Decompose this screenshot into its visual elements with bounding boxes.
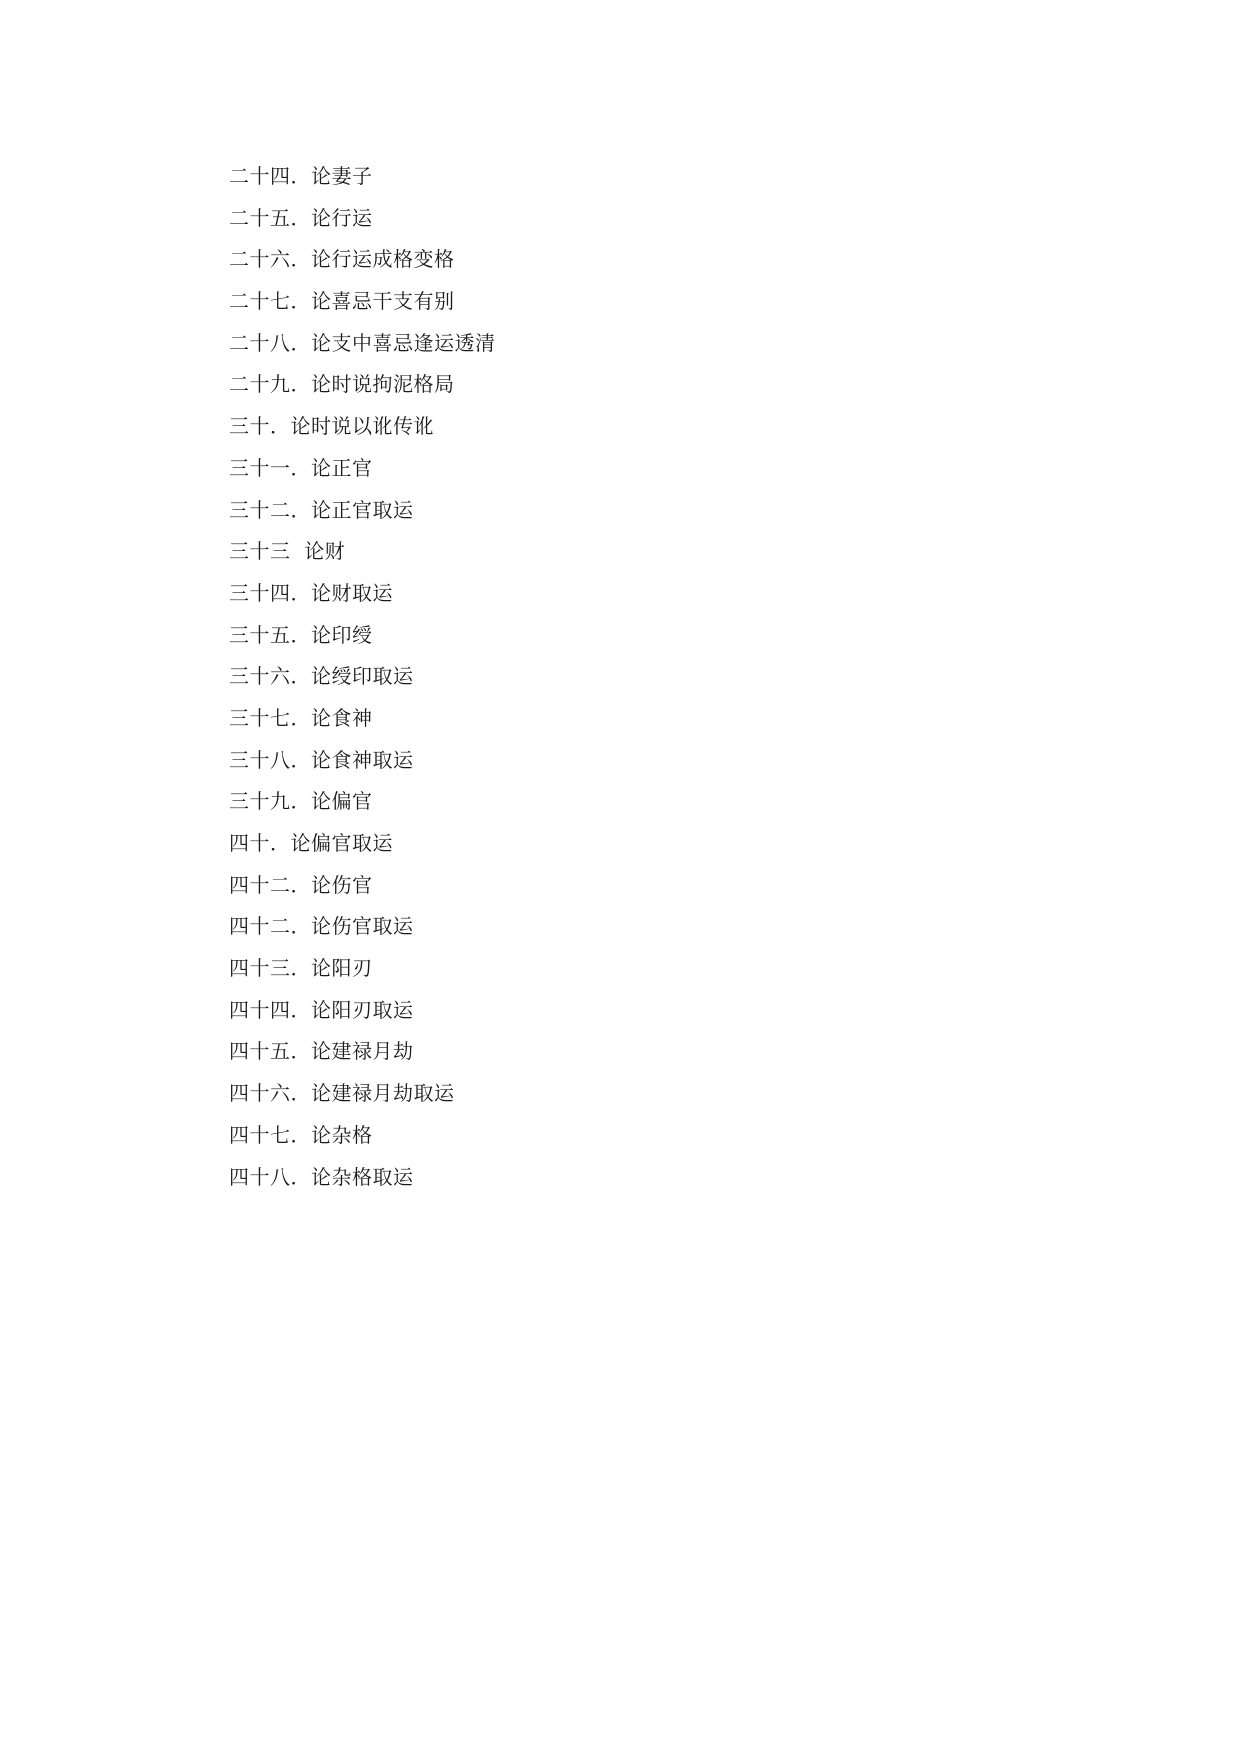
toc-entry: 四十八．论杂格取运 xyxy=(229,1164,414,1189)
toc-entry: 四十七．论杂格 xyxy=(229,1122,373,1147)
toc-entry: 二十八．论支中喜忌逢运透清 xyxy=(229,330,496,355)
toc-entry: 四十二．论伤官 xyxy=(229,872,373,897)
toc-entry: 二十九．论时说拘泥格局 xyxy=(229,372,455,397)
toc-entry: 四十．论偏官取运 xyxy=(229,831,393,855)
toc-entry: 四十三．论阳刃 xyxy=(229,956,373,981)
table-of-contents xyxy=(229,156,496,1198)
toc-entry: 三十一．论正官 xyxy=(229,455,373,480)
toc-entry: 二十四．论妻子 xyxy=(229,164,373,188)
toc-entry: 二十七．论喜忌干支有别 xyxy=(229,289,455,314)
toc-entry: 三十九．论偏官 xyxy=(229,789,373,814)
toc-entry: 三十二．论正官取运 xyxy=(229,497,414,522)
toc-entry: 三十七．论食神 xyxy=(229,705,373,730)
toc-entry: 四十二．论伤官取运 xyxy=(229,914,414,939)
toc-entry: 二十六．论行运成格变格 xyxy=(229,247,455,272)
toc-entry: 四十六．论建禄月劫取运 xyxy=(229,1081,455,1106)
toc-entry: 三十五．论印绶 xyxy=(229,622,373,647)
toc-entry: 四十四．论阳刃取运 xyxy=(229,997,414,1022)
toc-entry: 三十．论时说以讹传讹 xyxy=(229,414,434,439)
toc-entry: 三十四．论财取运 xyxy=(229,580,393,605)
toc-entry: 二十五．论行运 xyxy=(229,205,373,230)
toc-entry: 三十六．论绶印取运 xyxy=(229,664,414,689)
toc-entry: 三十八．论食神取运 xyxy=(229,747,414,772)
toc-entry: 三十三 论财 xyxy=(229,539,346,564)
toc-entry: 四十五．论建禄月劫 xyxy=(229,1039,414,1064)
